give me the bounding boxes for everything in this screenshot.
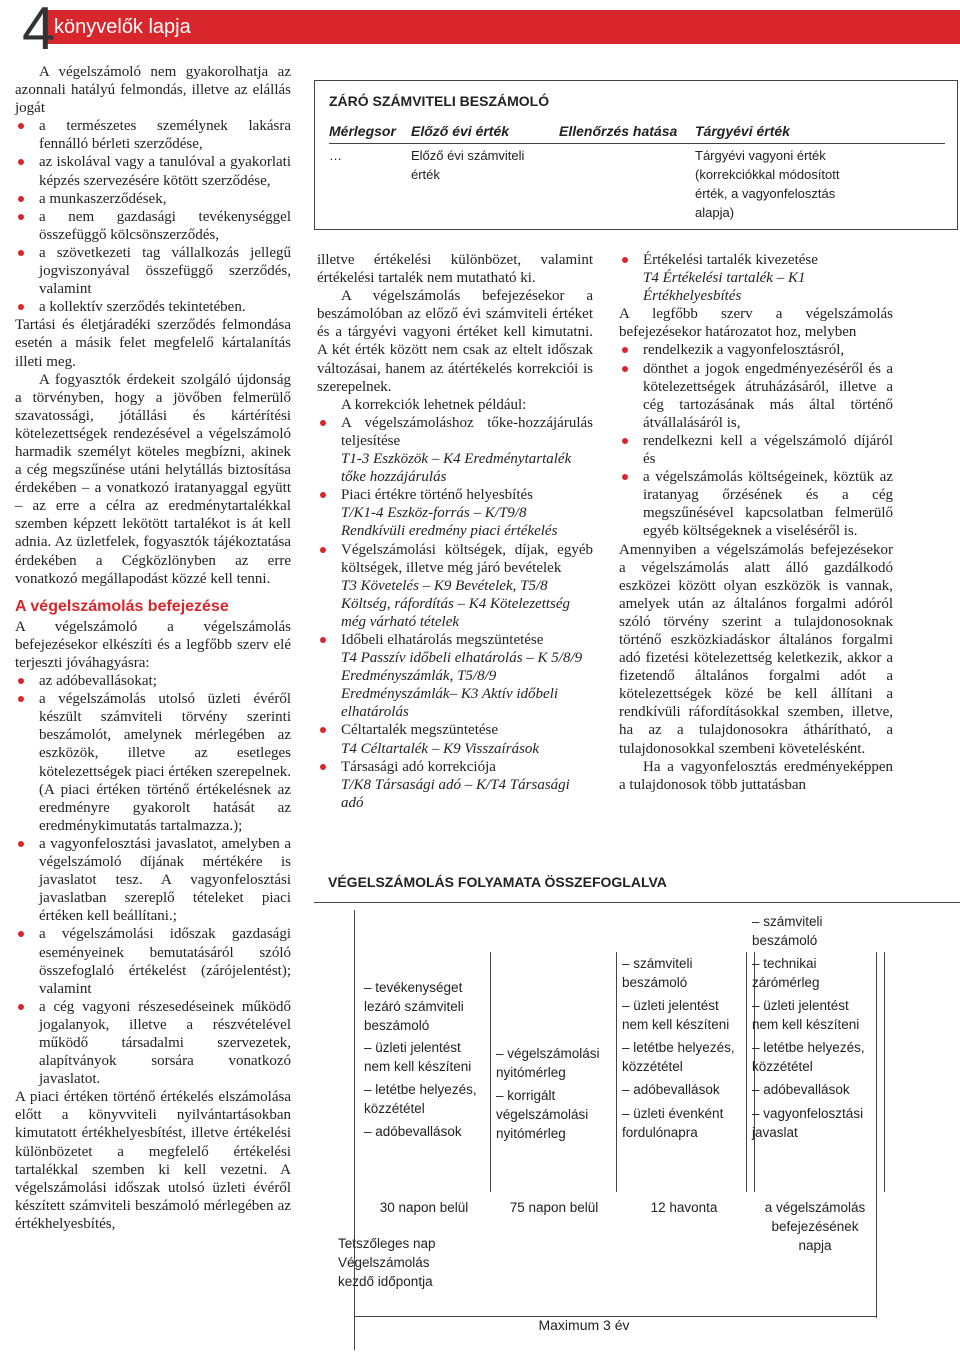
timeline-label: 12 havonta <box>650 1200 718 1215</box>
timeline-marker <box>616 952 617 1192</box>
list-item: rendelkezik a vagyonfelosztásról, <box>619 341 893 359</box>
table-header: Tárgyévi érték <box>695 123 790 139</box>
flow-item: – számviteli beszámoló <box>752 914 823 948</box>
left-column <box>15 63 291 1233</box>
zaro-table <box>314 80 958 230</box>
duration-end <box>876 1192 877 1318</box>
table-cell: Előző évi számviteli érték <box>411 148 525 182</box>
list-item: a vagyonfelosztási javaslatot, amelyben a végelszámoló díjának mértékére is javaslatot tesz. A vagyonfelosztási javaslatban szereplő tételeket piaci értéken kell beállítani.; <box>15 835 291 925</box>
tartasi-paragraph: Tartási és életjáradéki szerződés felmondása esetén a másik felet megfelelő kártalanítás illeti meg. <box>15 317 291 370</box>
flow-item: – üzleti évenként fordulónapra <box>622 1106 724 1140</box>
booking-ref: T/K8 Társasági adó – K/T4 Társasági adó <box>341 776 570 811</box>
list-item: Társasági adó korrekciója <box>317 758 593 776</box>
paragraph: Ha a vagyonfelosztás eredményeképpen a tulajdonosok több juttatásban <box>619 758 893 793</box>
table-cell: Tárgyévi vagyoni érték (korrekciókkal módosított érték, a vagyonfelosztás alapja) <box>695 148 840 220</box>
table-rule <box>329 143 945 144</box>
timeline-marker <box>746 952 747 1192</box>
flow-item: – tevékenységet lezáró számviteli beszámoló <box>364 980 464 1033</box>
list-item: a végelszámolási időszak gazdasági eseményeinek bemutatásáról szóló összefoglaló értékelést (zárójelentést); valamint <box>15 925 291 997</box>
list-item: Időbeli elhatárolás megszüntetése <box>317 631 593 649</box>
table-header: Ellenőrzés hatása <box>559 123 678 139</box>
flow-item: – adóbevallások <box>752 1082 850 1097</box>
booking-ref: T4 Passzív időbeli elhatárolás – K 5/8/9 Eredményszámlák, T5/8/9 Eredményszámlák– K3 Aktív időbeli elhatárolás <box>341 650 583 721</box>
list-item: a természetes személynek lakásra fennálló bérleti szerződése, <box>15 117 291 153</box>
list-item: Értékelési tartalék kivezetése <box>619 251 893 269</box>
timeline-marker <box>876 952 877 1192</box>
list-item: rendelkezni kell a végelszámoló díjáról és <box>619 432 893 468</box>
flow-item: – adóbevallások <box>622 1082 720 1097</box>
list-item: a nem gazdasági tevékenységgel összefüggő kölcsönszerződés, <box>15 208 291 244</box>
table-cell: … <box>329 148 342 163</box>
paragraph: A legfőbb szerv a végelszámolás befejezésekor határozatot hoz, melyben <box>619 306 893 341</box>
timeline-marker <box>490 952 491 1192</box>
right-column <box>619 251 893 794</box>
flow-title-rule <box>314 902 960 903</box>
list-item: a végelszámolás utolsó üzleti évéről készült számviteli törvény szerinti beszámolót, amelynek mérlegében az eszközök, illetve az esetleges kötelezettségek piaci értéken szerepelnek. (A piaci értéken történő értékelésnek az eredményre gyakorolt hatását az eredménykimutatás tartalmazza.); <box>15 690 291 835</box>
page-number: 4 <box>22 0 56 62</box>
list-item: a kollektív szerződés tekintetében. <box>15 298 291 316</box>
booking-ref: T/K1-4 Eszköz-forrás – K/T9/8 Rendkívüli eredmény piaci értékelés <box>341 505 558 540</box>
flow-item: – számviteli beszámoló <box>622 956 693 990</box>
flow-diagram <box>314 862 960 1352</box>
flow-item: – technikai zárómérleg <box>752 956 820 990</box>
flow-item: – végelszámolási nyitómérleg <box>496 1046 600 1080</box>
subheading: A végelszámolás befejezése <box>15 597 229 615</box>
list-item: A végelszámoláshoz tőke-hozzájárulás teljesítése <box>317 414 593 450</box>
table-header: Előző évi érték <box>411 123 510 139</box>
list-item: Piaci értékre történő helyesbítés <box>317 486 593 504</box>
timeline-marker <box>884 952 885 1192</box>
flow-item: – korrigált végelszámolási nyitómérleg <box>496 1088 589 1141</box>
list-item: Végelszámolási költségek, díjak, egyéb költségek, illetve még járó bevételek <box>317 541 593 577</box>
booking-ref: T4 Értékelési tartalék – K1 Értékhelyesbítés <box>643 270 806 305</box>
flow-item: – üzleti jelentést nem kell készíteni <box>364 1040 472 1074</box>
intro-paragraph: A végelszámoló nem gyakorolhatja az azonnali hatályú felmondás, illetve az elállás jogát <box>15 64 291 117</box>
booking-ref: T4 Céltartalék – K9 Visszaírások <box>341 740 540 757</box>
list-item: Céltartalék megszüntetése <box>317 721 593 739</box>
max-duration-label: Maximum 3 év <box>538 1317 630 1333</box>
paragraph: A korrekciók lehetnek például: <box>341 396 527 413</box>
piaci-paragraph: A piaci értéken történő értékelés elszámolása előtt a könyvviteli nyilvántartásokban kimutatott értékhelyesbítést, illetve értékelési különbözetet a megfelelő értékelési tartalékkal szemben ki kell vezetni. A végelszámolási időszak utolsó üzleti évéről készített számviteli beszámoló mérlegében az értékhelyesbítés, <box>15 1089 291 1232</box>
list-item: a cég vagyoni részesedéseinek működő jogalanyok, illetve a részvételével működő társadalmi szervezetek, alapítványok sorsára vonatkozó javaslatot. <box>15 998 291 1088</box>
paragraph: Amennyiben a végelszámolás befejezésekor a végelszámolás alatt álló gazdálkodó eszközei között olyan eszközök is vannak, amelyek után az általános forgalmi adóról szóló törvény szerint a tulajdonosoknak történő eszközkiadáskor általános forgalmi adó fizetési kötelezettség keletkezik, akkor a fizetendő általános forgalmi adót a kötelezettségek közé be kell állítani a rendkívüli ráfordításokkal szemben, illetve, ha az a tulajdonosokra áthárítható, a tulajdonosokkal szembeni követelésként. <box>619 541 893 757</box>
list-item: dönthet a jogok engedményezéséről és a kötelezettségek átruházásáról, illetve a cég tartozásának más által történő átvállalásáról is, <box>619 360 893 432</box>
flow-item: – letétbe helyezés, közzététel <box>364 1082 477 1116</box>
booking-ref: T3 Követelés – K9 Bevételek, T5/8 Költség, ráfordítás – K4 Kötelezettség még várható tételek <box>341 577 571 630</box>
list-item: az adóbevallásokat; <box>15 672 291 690</box>
flow-item: – adóbevallások <box>364 1124 462 1139</box>
start-label: Tetszőleges nap Végelszámolás kezdő időpontja <box>338 1236 436 1289</box>
zaro-table-title: ZÁRÓ SZÁMVITELI BESZÁMOLÓ <box>329 93 550 109</box>
flow-item: – letétbe helyezés, közzététel <box>752 1040 865 1074</box>
flow-item: – letétbe helyezés, közzététel <box>622 1040 735 1074</box>
befejezes-paragraph: A végelszámoló a végelszámolás befejezésekor elkészíti és a legfőbb szerv elé terjeszti jóváhagyásra: <box>15 618 291 671</box>
timeline-label: 30 napon belül <box>379 1200 469 1215</box>
timeline-label: a végelszámolás befejezésének napja <box>764 1200 866 1253</box>
list-item: a végelszámolás költségeinek, köztük az iratanyag őrzésének és a cég megszűnésével kapcsolatban felmerülő egyéb költségeknek a viseléséről is. <box>619 468 893 540</box>
flow-item: – vagyonfelosztási javaslat <box>752 1106 864 1140</box>
flow-item: – üzleti jelentést nem kell készíteni <box>622 998 730 1032</box>
section-title: könyvelők lapja <box>54 16 191 38</box>
paragraph: A végelszámolás befejezésekor a beszámolóban az előző évi számviteli értéket és a tárgyévi vagyoni értéket kell kimutatni. A két érték között nem csak az eltelt időszak változásai, hanem az átértékelés korrekciói is szerepelnek. <box>317 288 593 395</box>
list-item: az iskolával vagy a tanulóval a gyakorlati képzés szervezésére kötött szerződése, <box>15 153 291 189</box>
timeline-label: 75 napon belül <box>509 1200 599 1215</box>
list-item: a munkaszerződések, <box>15 190 291 208</box>
table-header: Mérlegsor <box>329 123 396 139</box>
flow-title: VÉGELSZÁMOLÁS FOLYAMATA ÖSSZEFOGLALVA <box>328 874 667 890</box>
fogyasztok-paragraph: A fogyasztók érdekeit szolgáló újdonság a törvényben, hogy a jövőben felmerülő szavatossági, jótállási és kártérítési kötelezettségek rendezésével a végelszámoló harmadik személyt köteles megbízni, akinek a cég megszűnése utáni helytállás biztosítása érdekében – a vonatkozó iratanyaggal együtt – az erre a célra az eredménytartalékkal szemben képzett lekötött tartalékot is át kell adnia. Az üzletfelek, fogyasztók tájékoztatása érdekében a Cégközlönyben az erre vonatkozó megállapodást közzé kell tenni. <box>15 371 291 587</box>
paragraph: illetve értékelési különbözet, valamint értékelési tartalék nem mutatható ki. <box>317 252 593 287</box>
middle-column <box>317 251 593 812</box>
list-item: a szövetkezeti tag vállalkozás jellegű jogviszonyával összefüggő szerződés, valamint <box>15 244 291 298</box>
booking-ref: T1-3 Eszközök – K4 Eredménytartalék tőke hozzájárulás <box>341 451 572 486</box>
flow-item: – üzleti jelentést nem kell készíteni <box>752 998 860 1032</box>
